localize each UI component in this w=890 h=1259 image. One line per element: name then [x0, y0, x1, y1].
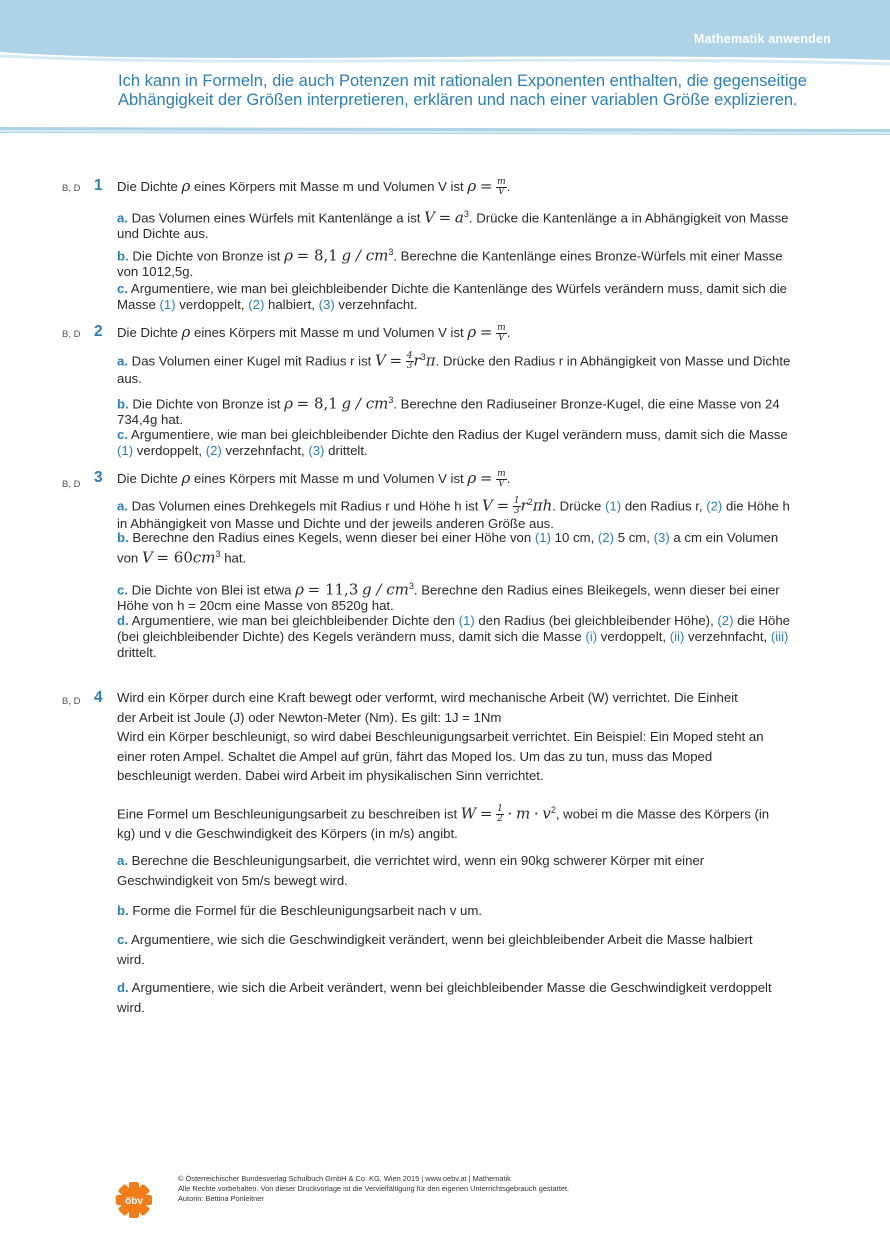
task-part-c: c. Argumentiere, wie man bei gleichbleibender Dichte die Kantenlänge des Würfels verändern muss, damit sich die Masse (1) verdoppelt, (2) halbiert, (3) verzehnfacht.	[117, 281, 787, 312]
task-part-d: d. Argumentiere, wie sich die Arbeit verändert, wenn bei gleichbleibender Masse die Geschwindigkeit verdoppelt wird.	[117, 980, 772, 1015]
task-formula-text: Eine Formel um Beschleunigungsarbeit zu beschreiben ist W = $\frac{1}{2}$ · $m \cdot v^2$, wobei m die Masse des Körpers (in kg) und v die Geschwindigkeit des Körpers (in m/s) angibt.	[117, 804, 770, 842]
logo-text: öbv	[125, 1196, 143, 1207]
task-number: 2	[94, 323, 103, 340]
header-wave	[0, 46, 890, 70]
task-part-d: d. Argumentiere, wie man bei gleichbleibender Dichte den (1) den Radius (bei gleichbleibender Höhe), (2) die Höhe (bei gleichbleibender Dichte) des Kegels verändern muss, damit sich die Masse (i) verdoppelt, (ii) verzehnfacht, (iii) drittelt.	[117, 613, 790, 660]
task-intro-2: Wird ein Körper beschleunigt, so wird dabei Beschleunigungsarbeit verrichtet. Ein Beispiel: Ein Moped steht an einer roten Ampel. Schaltet die Ampel auf grün, fährt das Moped los. Um das zu tun, muss das Moped beschleunigt werden. Dabei wird Arbeit im physikalischen Sinn verrichtet.	[117, 729, 764, 783]
task-part-a: a. Berechne die Beschleunigungsarbeit, die verrichtet wird, wenn ein 90kg schwerer Körper mit einer Geschwindigkeit von 5m/s bewegt wird.	[117, 853, 705, 888]
task-part-a: a. Das Volumen eines Würfels mit Kantenlänge a ist $V = a^3$. Drücke die Kantenlänge a in Abhängigkeit von Masse und Dichte aus.	[117, 208, 789, 242]
series-title: Mathematik anwenden	[693, 32, 831, 46]
competency-statement: Ich kann in Formeln, die auch Potenzen mit rationalen Exponenten enthalten, die gegenseitige Abhängigkeit der Größen interpretieren, erklären und nach einer variablen Größe explizieren.	[118, 72, 807, 109]
task-part-c: c. Argumentiere, wie man bei gleichbleibender Dichte den Radius der Kugel verändern muss, damit sich die Masse (1) verdoppelt, (2) verzehnfacht, (3) drittelt.	[117, 427, 788, 458]
task-stem: Die Dichte ρ eines Körpers mit Masse m und Volumen V ist ρ = $\frac{m}{V}$ .	[117, 469, 511, 490]
task-number: 4	[94, 689, 103, 706]
task-stem: Die Dichte ρ eines Körpers mit Masse m und Volumen V ist ρ = $\frac{m}{V}$ .	[117, 177, 511, 198]
task-number: 3	[94, 469, 103, 486]
task-tags: B, D	[62, 479, 81, 490]
task-part-a: a. Das Volumen einer Kugel mit Radius r ist V = $\frac{4}{3}$ $r^3\pi$. Drücke den Radius r in Abhängigkeit von Masse und Dichte aus.	[117, 351, 791, 387]
task-tags: B, D	[62, 329, 81, 340]
separator-band	[0, 125, 890, 139]
oebv-logo	[114, 1180, 154, 1220]
footer-copyright: © Österreichischer Bundesverlag Schulbuch GmbH & Co. KG, Wien 2015 | www.oebv.at | Mathematik	[178, 1174, 511, 1183]
task-tags: B, D	[62, 183, 81, 194]
task-intro-1: Wird ein Körper durch eine Kraft bewegt oder verformt, wird mechanische Arbeit (W) verrichtet. Die Einheit der Arbeit ist Joule (J) oder Newton-Meter (Nm). Es gilt: 1J = 1Nm	[117, 690, 738, 725]
task-number: 1	[94, 177, 103, 194]
footer	[178, 1174, 569, 1204]
task-part-b: b. Berechne den Radius eines Kegels, wenn dieser bei einer Höhe von (1) 10 cm, (2) 5 cm, (3) a cm ein Volumen von $V = 60cm^3$ hat.	[117, 530, 779, 567]
footer-author: Autorin: Bettina Ponleitner	[178, 1194, 264, 1203]
task-part-a: a. Das Volumen eines Drehkegels mit Radius r und Höhe h ist V = $\frac{1}{3}$ $r^2\pi h$. Drücke (1) den Radius r, (2) die Höhe h in Abhängigkeit von Masse und Dichte und der jeweils anderen Größe aus.	[117, 496, 790, 532]
footer-rights: Alle Rechte vorbehalten. Von dieser Druckvorlage ist die Vervielfältigung für den eigenen Unterrichtsgebrauch gestattet.	[178, 1184, 570, 1193]
task-part-b: b. Die Dichte von Bronze ist ρ = 8,1 g / $cm^3$. Berechne den Radiuseiner Bronze-Kugel, die eine Masse von 24 734,4g hat.	[117, 394, 780, 428]
task-stem: Die Dichte ρ eines Körpers mit Masse m und Volumen V ist ρ = $\frac{m}{V}$ .	[117, 323, 511, 344]
task-part-b: b. Forme die Formel für die Beschleunigungsarbeit nach v um.	[117, 903, 483, 918]
task-part-b: b. Die Dichte von Bronze ist ρ = 8,1 g / $cm^3$. Berechne die Kantenlänge eines Bronze-Würfels mit einer Masse von 1012,5g.	[117, 246, 783, 280]
task-tags: B, D	[62, 696, 81, 707]
task-part-c: c. Die Dichte von Blei ist etwa ρ = 11,3 g / $cm^3$. Berechne den Radius eines Bleikegels, wenn dieser bei einer Höhe von h = 20cm eine Masse von 8520g hat.	[117, 580, 780, 614]
task-part-c: c. Argumentiere, wie sich die Geschwindigkeit verändert, wenn bei gleichbleibender Arbeit die Masse halbiert wird.	[117, 932, 753, 967]
